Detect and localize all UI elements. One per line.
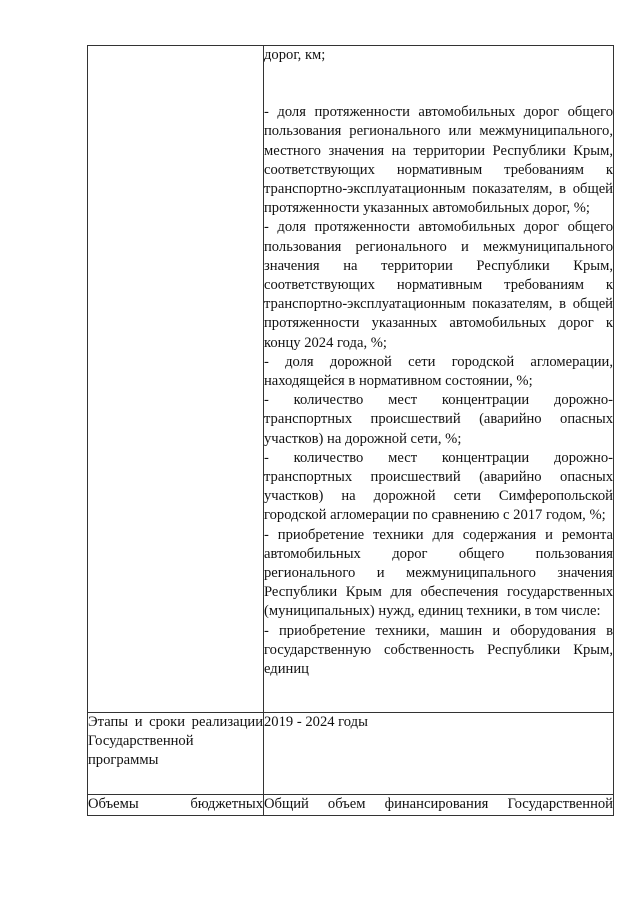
table-row <box>88 795 614 816</box>
spacer <box>264 65 613 103</box>
indicator-item: - доля протяженности автомобильных дорог общего пользования регионального или межмуниципального, местного значения на территории Республики Крым, соответствующих нормативным требованиям к транспортно-эксплуатационным показателям, в общей протяженности указанных автомобильных дорог, %; <box>264 104 613 217</box>
indicator-item: - количество мест концентрации дорожно-транспортных происшествий (аварийно опасных участков) на дорожной сети Симферопольской городской агломерации по сравнению с 2017 годом, %; <box>264 449 613 524</box>
row-value-cell <box>264 713 614 795</box>
row-label-cell <box>88 795 264 816</box>
row-value-cell <box>264 46 614 713</box>
row-value: Общий объем финансирования Государственной <box>264 796 613 812</box>
indicator-item: дорог, км; <box>264 47 326 63</box>
indicator-item: - доля дорожной сети городской агломерации, находящейся в нормативном состоянии, %; <box>264 353 613 390</box>
indicator-item: - приобретение техники, машин и оборудования в государственную собственность Республики Крым, единиц <box>264 622 613 678</box>
row-label: Объемы бюджетных <box>88 796 263 812</box>
row-label: Этапы и сроки реализации Государственной программы <box>88 714 263 769</box>
row-label-cell <box>88 713 264 795</box>
table-row <box>88 713 614 795</box>
indicator-item: - количество мест концентрации дорожно-транспортных происшествий (аварийно опасных участков) на дорожной сети, %; <box>264 392 613 447</box>
row-value-cell <box>264 795 614 816</box>
row-value: 2019 - 2024 годы <box>264 714 368 730</box>
indicator-item: - доля протяженности автомобильных дорог общего пользования регионального и межмуниципального значения на территории Республики Крым, соответствующих нормативным требованиям к транспортно-эксплуатационным показателям, в общей протяженности указанных автомобильных дорог к концу 2024 года, %; <box>264 219 613 351</box>
indicator-item: - приобретение техники для содержания и ремонта автомобильных дорог общего пользования регионального и межмуниципального значения Республики Крым для обеспечения государственных (муниципальных) нужд, единиц техники, в том числе: <box>264 526 613 620</box>
row-label-cell <box>88 46 264 713</box>
document-table <box>87 45 614 816</box>
table-row <box>88 46 614 713</box>
